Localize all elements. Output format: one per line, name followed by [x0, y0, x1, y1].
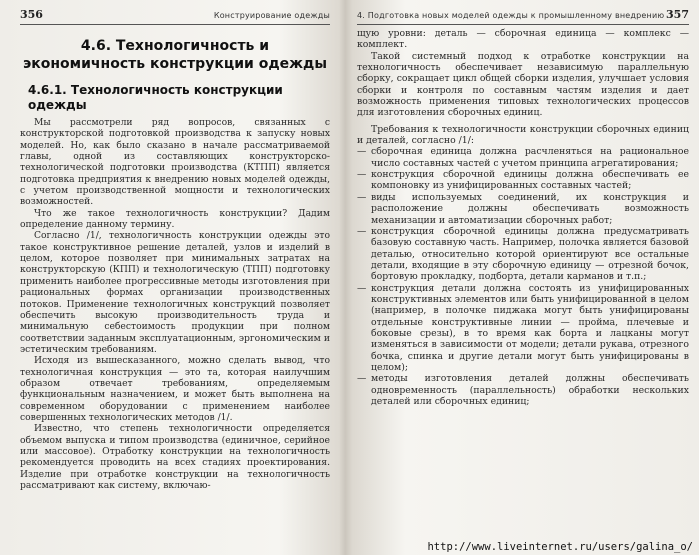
- list-item: [357, 169, 689, 192]
- list-item-text: виды используемых соединений, их конструкция и расположение должны обеспечивать возможность механизации и автоматизации сборочных работ;: [371, 191, 689, 226]
- list-item: [357, 146, 689, 169]
- running-head: Конструирование одежды: [213, 11, 330, 20]
- source-url: http://www.liveinternet.ru/users/galina_o/: [427, 541, 693, 553]
- paragraph: щую уровни: деталь — сборочная единица — комплекс — комплект.: [357, 28, 689, 51]
- list-item-text: конструкция сборочной единицы должна предусматривать базовую составную часть. Например, полочка является базовой деталью, относительно которой ориентируют все остальные детали, входящие в эту сборочную единицу — отрезной бочок, бортовую прокладку, подборта, детали карманов и т.п.;: [371, 225, 689, 283]
- list-marker: —: [357, 146, 367, 158]
- page-number: 357: [666, 8, 689, 21]
- paragraph: Известно, что степень технологичности определяется объемом выпуска и типом производства (единичное, серийное или массовое). Отработку конструкции на технологичность рекомендуется проводить на всех стадиях проектирования. Изделие при отработке конструкции на технологичность рассматривают как систему, включаю-: [20, 423, 330, 491]
- left-page-header: [20, 0, 330, 25]
- list-marker: —: [357, 169, 367, 181]
- paragraph: Требования к технологичности конструкции сборочных единиц и деталей, согласно /1/:: [357, 123, 689, 147]
- list-item-text: конструкция сборочной единицы должна обеспечивать ее компоновку из унифицированных составных частей;: [371, 169, 689, 192]
- left-page: [20, 0, 330, 535]
- list-marker: —: [357, 373, 367, 385]
- list-item: [357, 373, 689, 407]
- list-item-text: сборочная единица должна расчленяться на рациональное число составных частей с учетом принципа агрегатирования;: [371, 146, 689, 169]
- section-title: 4.6. Технологичность и экономичность конструкции одежды: [22, 38, 328, 72]
- list-item-text: конструкция детали должна состоять из унифицированных конструктивных элементов или быть унифицированной в целом (например, в полочке пиджака могут быть унифицированы отдельные конструктивные линии — пройма, плечевые и боковые срезы), в то время как борта и лацканы могут изменяться в зависимости от модели; детали рукава, отрезного бочка, спинка и другие детали могут быть унифицированы в целом);: [371, 282, 689, 373]
- list-marker: —: [357, 282, 367, 294]
- paragraph: Согласно /1/, технологичность конструкции одежды это такое конструктивное решение деталей, узлов и изделий в целом, которое позволяет при минимальных затратах на конструкторскую (КПП) и технологическую (ТПП) подготовку применить наиболее прогрессивные методы изготовления при рациональных формах организации производственных потоков. Применение технологичных конструкций позволяет обеспечить высокую производительность труда и минимальную себестоимость продукции при полном соответствии заданным эксплуатационным, эргономическим и эстетическим требованиям.: [20, 230, 330, 355]
- right-page-header: [357, 0, 689, 25]
- page-number: 356: [20, 8, 43, 21]
- subsection-title: 4.6.1. Технологичность конструкции одежды: [28, 83, 283, 112]
- list-marker: —: [357, 191, 367, 203]
- list-item: [357, 192, 689, 226]
- list-item: [357, 283, 689, 374]
- list-item: [357, 226, 689, 283]
- paragraph: Мы рассмотрели ряд вопросов, связанных с конструкторской подготовкой производства к запуску новых моделей. Но, как было сказано в начале рассматриваемой главы, одной из составляющих конструкторско-технологической подготовки производства (КТПП) является подготовка предприятия к внедрению новых моделей одежды, с учетом производственной мощности и технологических возможностей.: [20, 117, 330, 208]
- list-item-text: методы изготовления деталей должны обеспечивать одновременность (параллельность) обработки нескольких деталей или сборочных единиц;: [371, 373, 689, 407]
- running-head: 4. Подготовка новых моделей одежды к промышленному внедрению: [357, 11, 665, 20]
- requirements-list: [357, 146, 689, 407]
- paragraph: Что же такое технологичность конструкции? Дадим определение данному термину.: [20, 207, 330, 231]
- list-marker: —: [357, 225, 367, 237]
- paragraph: Исходя из вышесказанного, можно сделать вывод, что технологичная конструкция — это та, которая наилучшим образом отвечает требованиям, определяемым функциональным назначением, и может быть выполнена на современном оборудовании с применением наиболее совершенных технологических методов /1/.: [20, 355, 330, 423]
- paragraph: Такой системный подход к отработке конструкции на технологичность обеспечивает независимую параллельную сборку, сокращает цикл общей сборки изделия, улучшает условия сборки и контроля по составным частям изделия и дает возможность применения типовых технологических процессов для изготовления сборочных единиц.: [357, 50, 689, 119]
- right-page: [357, 0, 689, 535]
